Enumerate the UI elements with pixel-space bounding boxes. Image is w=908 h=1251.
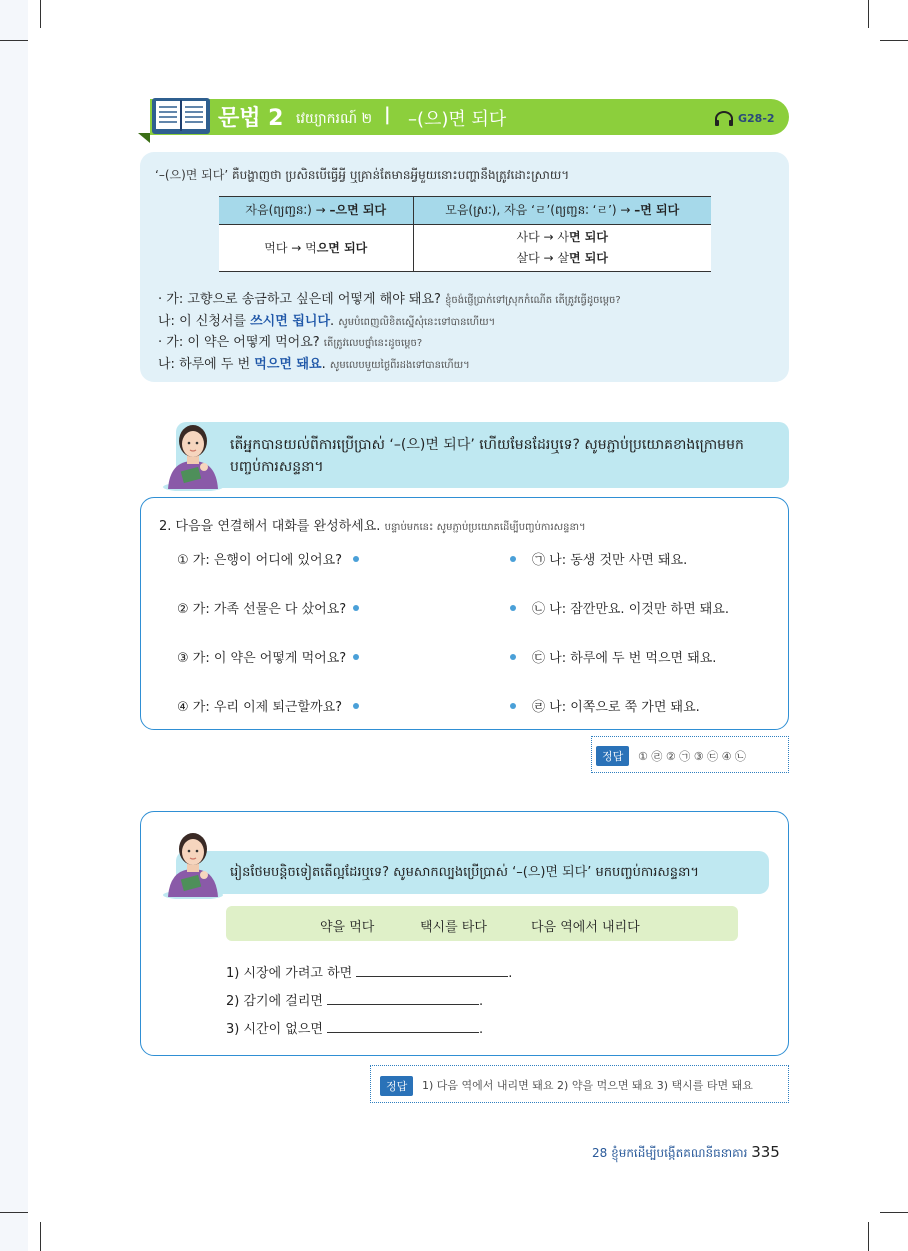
match-dot-right[interactable]	[510, 703, 516, 709]
match-right-item: ㉣ 나: 이쪽으로 쭉 가면 돼요.	[532, 700, 700, 715]
answer-label: 정답	[380, 1076, 413, 1096]
match-dot-left[interactable]	[353, 654, 359, 660]
example-line: 나: 이 신청서를 쓰시면 됩니다. សូមបំពេញលិខិតស្នើសុំនេះទៅបានហើយ។	[158, 314, 496, 329]
table-header-consonant: 자음(ព្យញ្ជនៈ) → –으면 되다	[219, 197, 413, 225]
match-dot-right[interactable]	[510, 605, 516, 611]
match-right-item: ㉠ 나: 동생 것만 사면 돼요.	[532, 553, 688, 568]
crop-mark	[0, 40, 28, 41]
grammar-pattern: –(으)면 되다	[408, 109, 507, 130]
crop-mark	[880, 40, 908, 41]
answer-blank[interactable]	[356, 965, 508, 977]
crop-mark	[868, 0, 869, 28]
open-book-icon	[152, 96, 210, 136]
fill-blank-item: 3) 시간이 없으면 .	[226, 1022, 484, 1037]
answer-blank[interactable]	[327, 1021, 479, 1033]
word-bank-item: 약을 먹다	[320, 920, 375, 935]
table-cell-consonant-example: 먹다 → 먹으면 되다	[219, 225, 413, 272]
table-row	[219, 225, 711, 272]
match-dot-right[interactable]	[510, 654, 516, 660]
word-bank-item: 택시를 타다	[420, 920, 487, 935]
fill-blank-item: 1) 시장에 가려고 하면 .	[226, 966, 513, 981]
crop-mark	[868, 1222, 869, 1251]
bubble-instruction: រៀនថែមបន្តិចទៀតតើល្អដែរឬទេ? សូមសាកល្បងប្រើប្រាស់ ‘–(으)면 되다’ មកបញ្ចប់ការសន្ទនា។	[230, 865, 699, 880]
title-separator: |	[384, 104, 391, 125]
section-title-khmer: វេយ្យាករណ៍ ២	[296, 111, 373, 127]
crop-mark	[40, 0, 41, 28]
page-margin-strip	[0, 0, 28, 1251]
word-bank-item: 다음 역에서 내리다	[531, 920, 640, 935]
match-left-item: ② 가: 가족 선물은 다 샀어요?	[177, 602, 347, 617]
example-line: · 가: 이 약은 어떻게 먹어요? តើត្រូវលេបថ្នាំនេះដូចម្ដេច?	[158, 335, 423, 350]
page-number: 335	[751, 1143, 780, 1161]
match-dot-right[interactable]	[510, 556, 516, 562]
bubble-instruction: តើអ្នកបានយល់ពីការប្រើប្រាស់ ‘–(으)면 되다’ ហើយមែនដែរឬទេ? សូមភ្ជាប់ប្រយោគខាងក្រោមមក បញ្ចប់ការសន្ទនា។	[230, 437, 744, 475]
match-dot-left[interactable]	[353, 556, 359, 562]
answer-blank[interactable]	[327, 993, 479, 1005]
answer-text: ① ㉣ ② ㉠ ③ ㉢ ④ ㉡	[638, 750, 746, 763]
answer-text: 1) 다음 역에서 내리면 돼요 2) 약을 먹으면 돼요 3) 택시를 타면 돼요	[422, 1079, 753, 1092]
match-dot-left[interactable]	[353, 703, 359, 709]
fill-blank-item: 2) 감기에 걸리면 .	[226, 994, 484, 1009]
answer-label: 정답	[596, 746, 629, 766]
example-line: · 가: 고향으로 송금하고 싶은데 어떻게 해야 돼요? ខ្ញុំចង់ផ្ញើប្រាក់ទៅស្រុកកំណើត តើត្រូវធ្វើដូចម្ដេច?	[158, 292, 621, 307]
example-line: 나: 하루에 두 번 먹으면 돼요. សូមលេបមួយថ្ងៃពីរដងទៅបានហើយ។	[158, 357, 470, 372]
teacher-illustration-icon	[160, 417, 226, 491]
section-title: 문법 2	[218, 106, 284, 131]
match-left-item: ④ 가: 우리 이제 퇴근할까요?	[177, 700, 343, 715]
match-right-item: ㉢ 나: 하루에 두 번 먹으면 돼요.	[532, 651, 717, 666]
teacher-illustration-icon	[160, 825, 226, 899]
crop-mark	[0, 1212, 28, 1213]
header-fold	[138, 133, 150, 143]
table-header-row	[219, 197, 711, 225]
table-header-vowel: 모음(ស្រៈ), 자음 ‘ㄹ’(ព្យញ្ជនៈ ‘ㄹ’) → –면 되다	[413, 197, 711, 225]
conjugation-table	[219, 196, 711, 272]
table-cell-vowel-example: 사다 → 사면 되다 살다 → 살면 되다	[413, 225, 711, 272]
match-right-item: ㉡ 나: 잠깐만요. 이것만 하면 돼요.	[532, 602, 730, 617]
grammar-intro: ‘–(으)면 되다’ គឺបង្ហាញថា ប្រសិនបើធ្វើអ្វី ឬគ្រាន់តែមានអ្វីមួយនោះបញ្ហានឹងត្រូវដោះស្រាយ។	[155, 168, 570, 182]
crop-mark	[880, 1212, 908, 1213]
match-dot-left[interactable]	[353, 605, 359, 611]
exercise-title: 2. 다음을 연결해서 대화를 완성하세요. បន្ទាប់មកនេះ សូមភ្ជាប់ប្រយោគដើម្បីបញ្ចប់ការសន្ទនា។	[159, 519, 586, 534]
crop-mark	[40, 1222, 41, 1251]
match-left-item: ③ 가: 이 약은 어떻게 먹어요?	[177, 651, 347, 666]
match-left-item: ① 가: 은행이 어디에 있어요?	[177, 553, 343, 568]
audio-track-label[interactable]: G28-2	[738, 112, 775, 125]
page-footer: 28 ខ្ញុំមកដើម្បីបង្កើតគណនីធនាគារ 335	[592, 1143, 780, 1161]
headphone-icon[interactable]	[714, 110, 734, 126]
